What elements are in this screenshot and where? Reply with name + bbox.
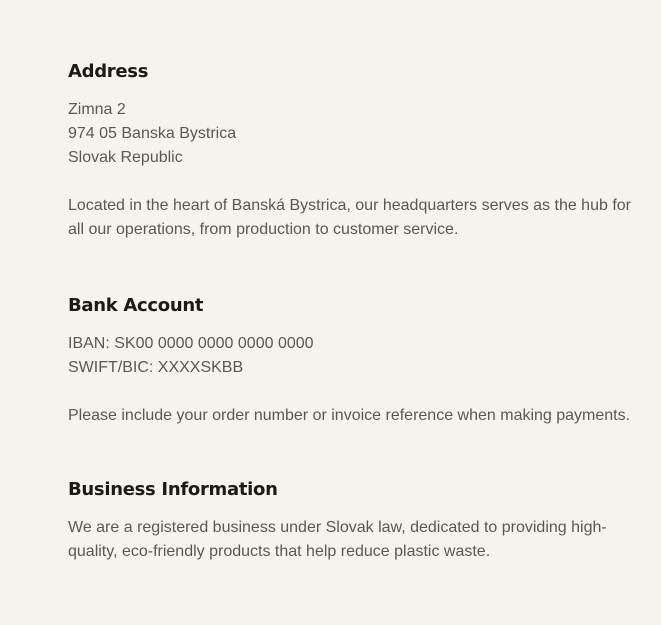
bank-account-heading: Bank Account xyxy=(68,295,204,316)
business-information-heading: Business Information xyxy=(68,479,278,500)
address-city: 974 05 Banska Bystrica xyxy=(68,125,237,142)
address-description: Located in the heart of Banská Bystrica, our headquarters serves as the hub for all our operations, from production to customer service. xyxy=(68,197,631,238)
address-heading: Address xyxy=(68,61,149,82)
address-street: Zimna 2 xyxy=(68,101,126,118)
iban-text: IBAN: SK00 0000 0000 0000 0000 xyxy=(68,335,314,352)
address-country: Slovak Republic xyxy=(68,149,183,166)
bank-account-section xyxy=(68,294,643,428)
contact-info-content xyxy=(68,60,643,580)
swift-bic-text: SWIFT/BIC: XXXXSKBB xyxy=(68,359,244,376)
business-information-section xyxy=(68,478,643,564)
payment-note: Please include your order number or invoice reference when making payments. xyxy=(68,407,631,424)
address-section xyxy=(68,60,643,242)
bank-account-lines xyxy=(68,332,643,380)
address-lines xyxy=(68,98,643,170)
business-description: We are a registered business under Slovak law, dedicated to providing high-quality, eco-friendly products that help reduce plastic waste. xyxy=(68,519,607,560)
